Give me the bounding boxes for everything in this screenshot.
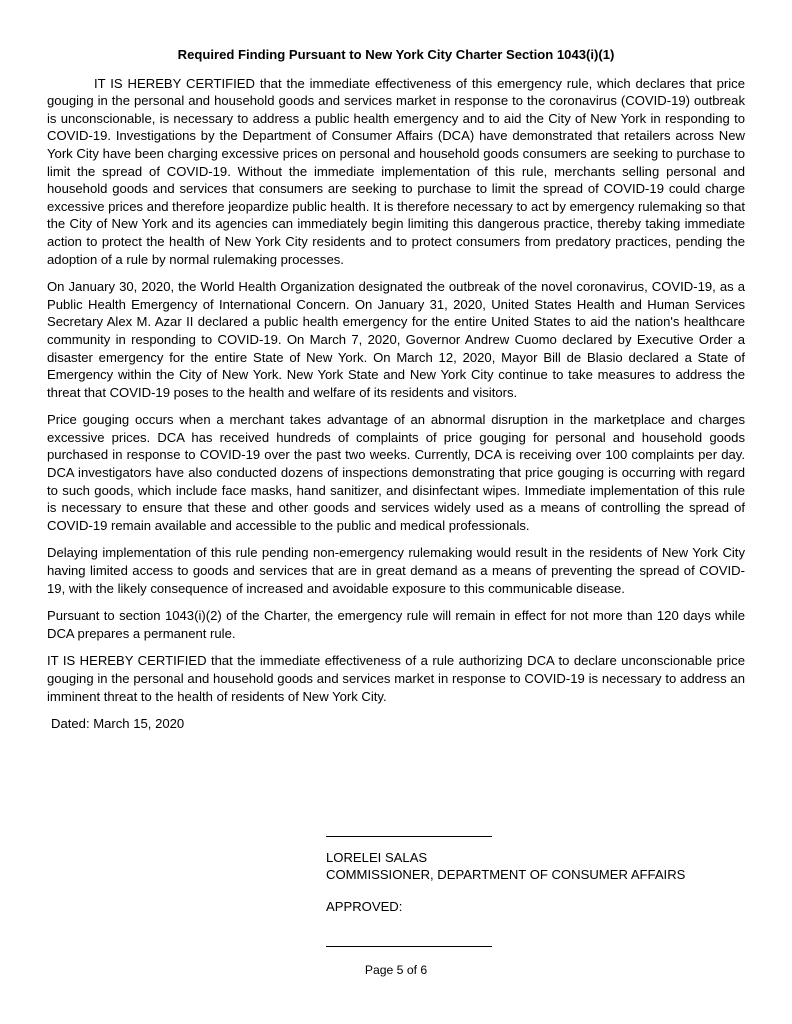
signatory-title: COMMISSIONER, DEPARTMENT OF CONSUMER AFFAIRS [326,866,686,882]
signatory-block [326,850,685,883]
signature-line-approval [326,946,492,947]
paragraph-delay-consequence: Delaying implementation of this rule pending non-emergency rulemaking would result in the residents of New York City having limited access to goods and services that are in great demand as a means of preventing the spread of COVID-19, with the likely consequence of increased and avoidable exposure to this communicable disease. [47,545,745,596]
paragraph-charter-duration: Pursuant to section 1043(i)(2) of the Charter, the emergency rule will remain in effect for not more than 120 days while DCA prepares a permanent rule. [47,608,745,641]
dated-line: Dated: March 15, 2020 [51,716,185,732]
approved-label: APPROVED: [326,899,403,914]
document-body [47,46,745,733]
paragraph-final-certification: IT IS HEREBY CERTIFIED that the immediate effectiveness of a rule authorizing DCA to declare unconscionable price gouging in the personal and household goods and services market in response to COVID-19 is necessary to address an imminent threat to the health of residents of New York City. [47,653,745,704]
document-title: Required Finding Pursuant to New York City Charter Section 1043(i)(1) [177,47,615,62]
paragraph-certification: IT IS HEREBY CERTIFIED that the immediate effectiveness of this emergency rule, which declares that price gouging in the personal and household goods and services market in response to the coronavirus (COVID-19) outbreak is unconscionable, is necessary to address a public health emergency and to aid the City of New York in responding to COVID-19. Investigations by the Department of Consumer Affairs (DCA) have demonstrated that retailers across New York City have been charging excessive prices on personal and household goods consumers are seeking to purchase to limit the spread of COVID-19. Without the immediate implementation of this rule, merchants selling personal and household goods and services that consumers are seeking to purchase to limit the spread of COVID-19 could charge excessive prices and therefore jeopardize public health. It is therefore necessary to act by emergency rulemaking so that the City of New York and its agencies can immediately begin limiting this dangerous practice, thereby taking immediate action to protect the health of New York City residents and to protect consumers from predatory practices, pending the adoption of a rule by normal rulemaking processes. [47,75,745,267]
signature-line-commissioner [326,836,492,837]
signatory-name: LORELEI SALAS [326,850,428,865]
paragraph-background: On January 30, 2020, the World Health Organization designated the outbreak of the novel coronavirus, COVID-19, as a Public Health Emergency of International Concern. On January 31, 2020, United States Health and Human Services Secretary Alex M. Azar II declared a public health emergency for the entire United States to aid the nation's healthcare community in responding to COVID-19. On March 7, 2020, Governor Andrew Cuomo declared by Executive Order a disaster emergency for the entire State of New York. On March 12, 2020, Mayor Bill de Blasio declared a State of Emergency within the City of New York. New York State and New York City continue to take measures to address the threat that COVID-19 poses to the health and welfare of its residents and visitors. [47,279,745,400]
paragraph-price-gouging: Price gouging occurs when a merchant takes advantage of an abnormal disruption in the marketplace and charges excessive prices. DCA has received hundreds of complaints of price gouging for personal and household goods purchased in response to COVID-19 over the past two weeks. Currently, DCA is receiving over 100 complaints per day. DCA investigators have also conducted dozens of inspections demonstrating that price gouging is occurring with regard to such goods, which include face masks, hand sanitizer, and disinfectant wipes. Immediate implementation of this rule is necessary to ensure that these and other goods and services widely used as a means of controlling the spread of COVID-19 remain available and accessible to the public and medical professionals. [47,412,745,533]
page-number-footer: Page 5 of 6 [364,963,428,977]
